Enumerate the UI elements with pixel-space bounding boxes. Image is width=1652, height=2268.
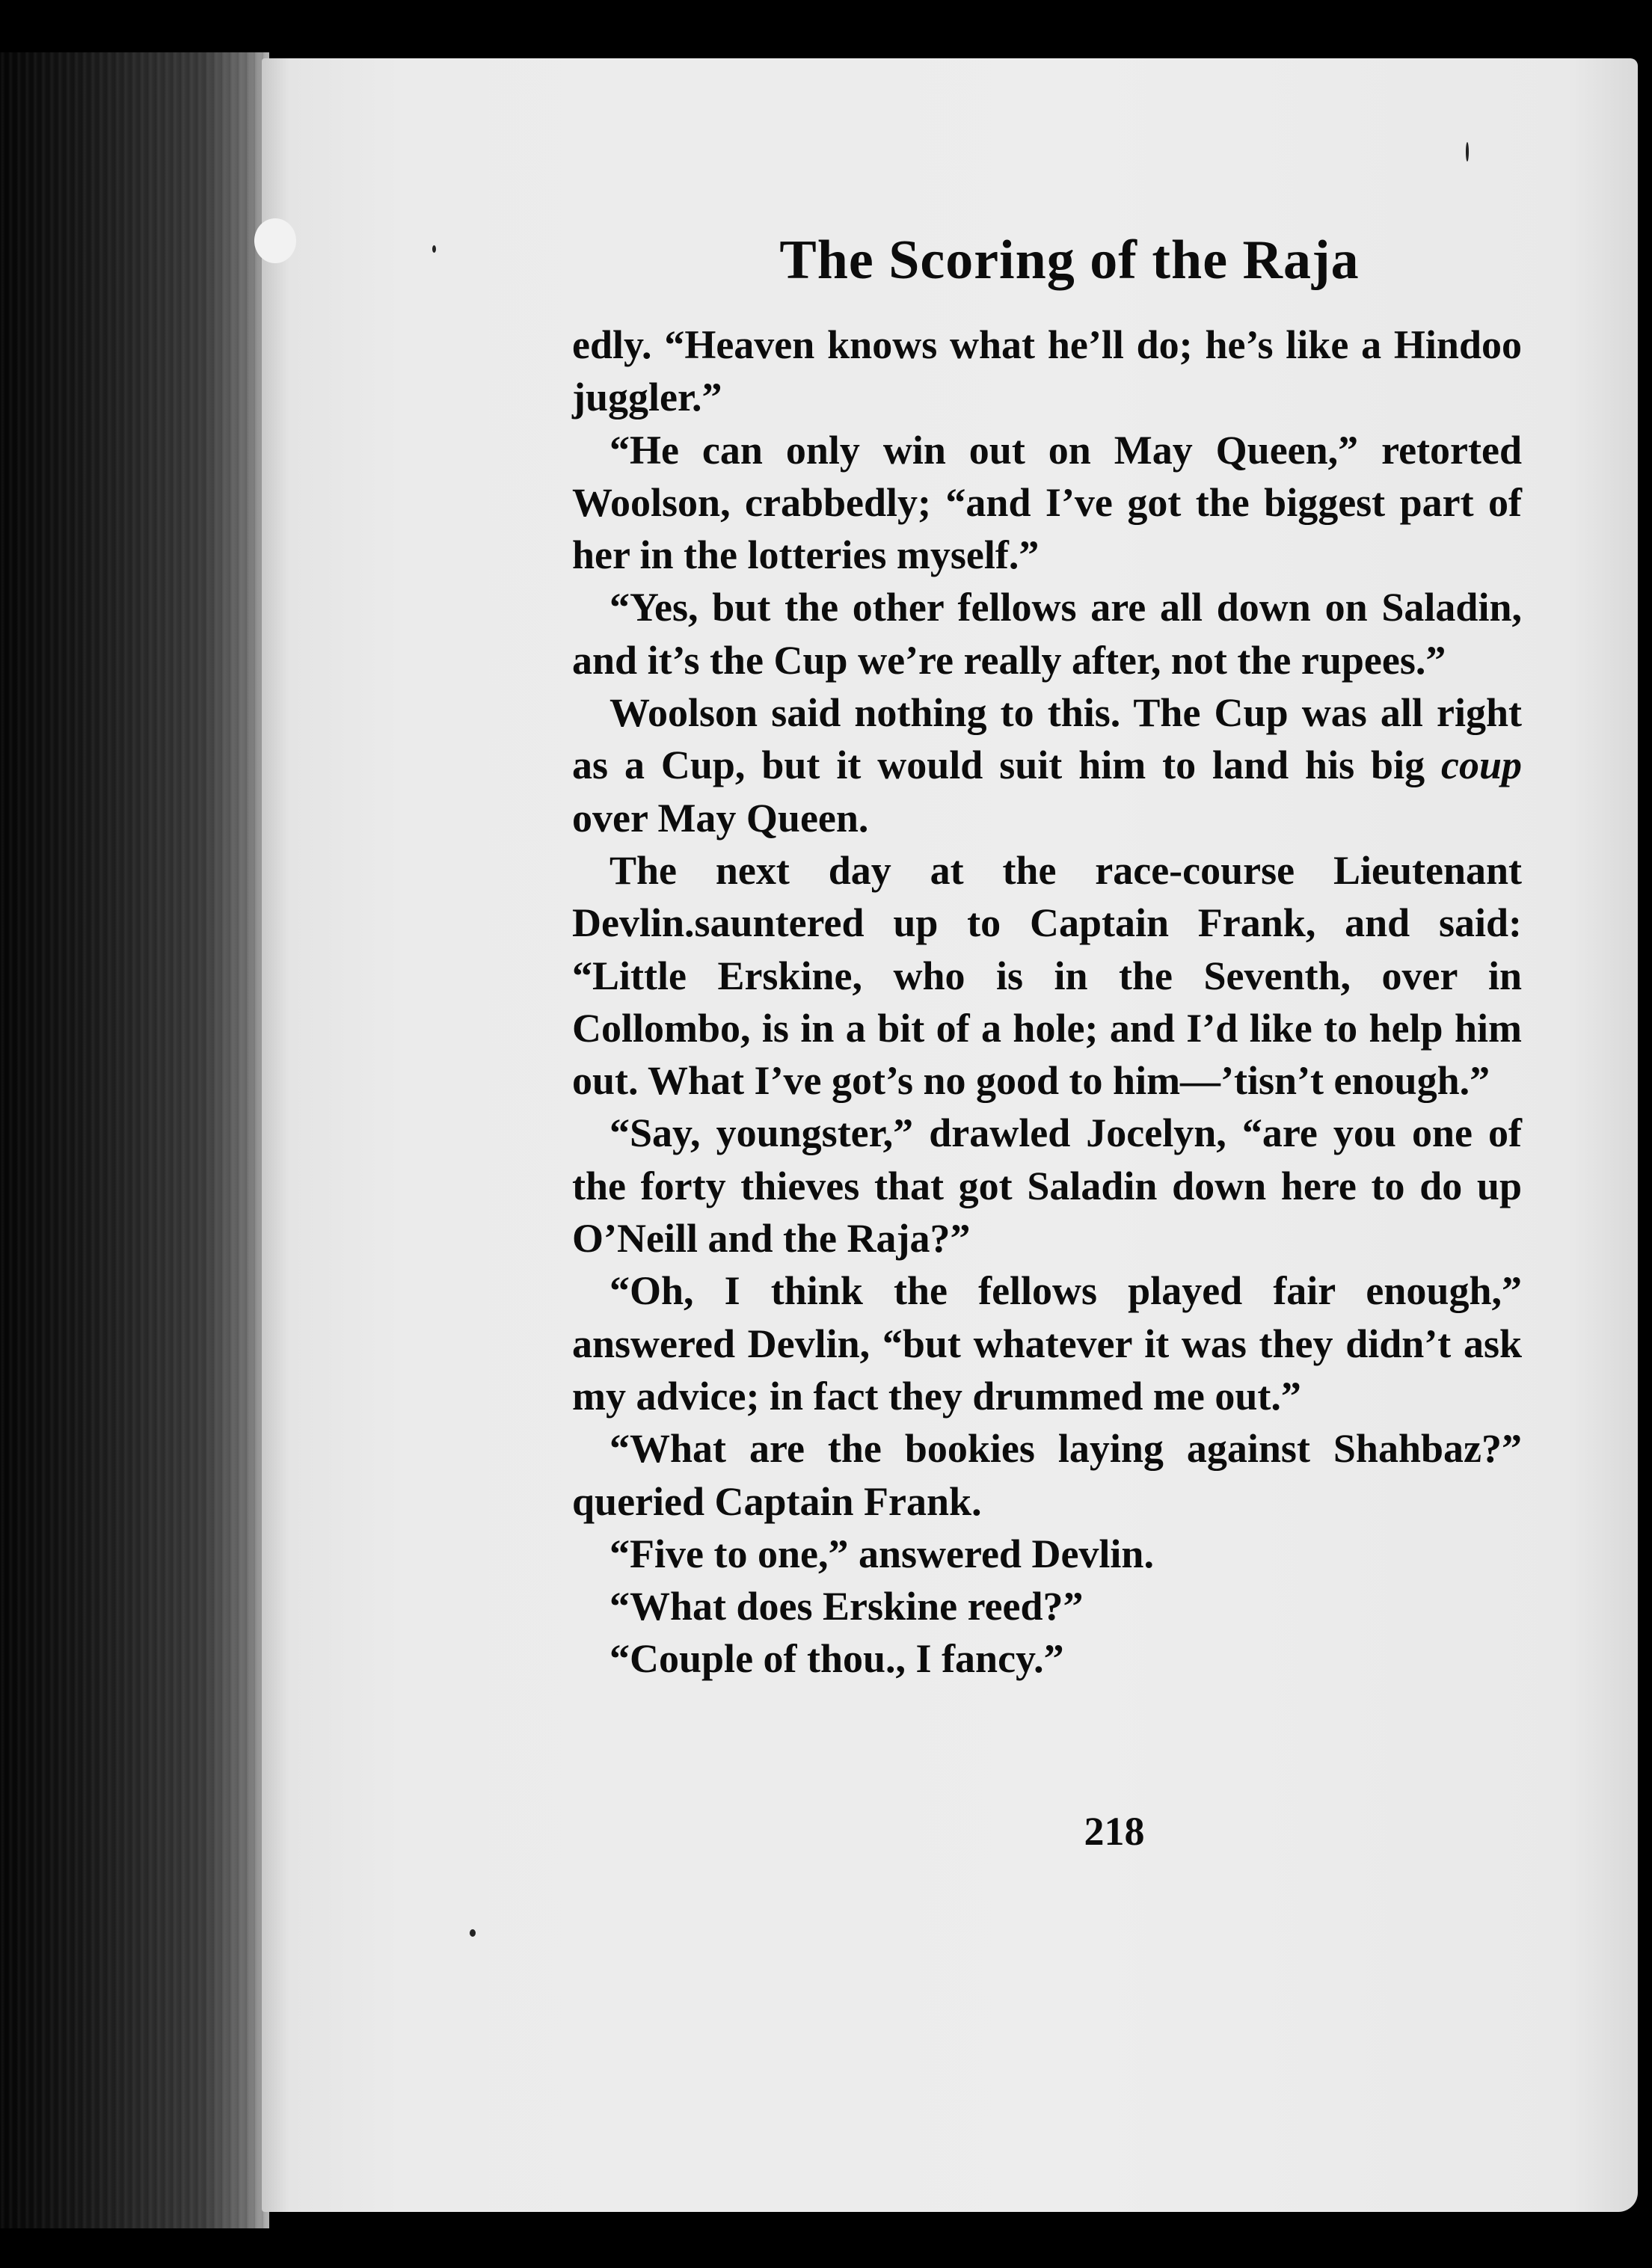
page-number: 218 [1084, 1809, 1145, 1854]
paragraph: “What are the bookies laying against Shahbaz?” queried Captain Frank. [572, 1426, 1522, 1524]
paragraph: “Yes, but the other fellows are all down on Saladin, and it’s the Cup we’re really after, not the rupees.” [572, 585, 1522, 683]
paragraph: “Say, youngster,” drawled Jocelyn, “are you one of the forty thieves that got Saladin down here to do up O’Neill and the Raja?” [572, 1110, 1522, 1261]
ink-speck [432, 245, 436, 253]
book-spine [0, 52, 269, 2228]
ink-speck [1466, 142, 1469, 162]
running-head: The Scoring of the Raja [779, 230, 1360, 291]
punch-hole-mark [254, 218, 296, 263]
italic-word: coup [1441, 743, 1522, 788]
paragraph: edly. “Heaven knows what he’ll do; he’s like a Hindoo juggler.” [572, 322, 1522, 420]
paragraph [572, 686, 1522, 844]
paragraph: “He can only win out on May Queen,” retorted Woolson, crabbedly; “and I’ve got the biggest part of her in the lotteries myself.” [572, 427, 1522, 578]
paragraph: The next day at the race-course Lieutenant Devlin.sauntered up to Captain Frank, and said: “Little Erskine, who is in the Seventh, over in Collombo, is in a bit of a hole; and I’d like to help him out. What I’ve got’s no good to him—’tisn’t enough.” [572, 847, 1522, 1104]
body-text [572, 319, 1522, 1685]
paragraph-text: Woolson said nothing to this. The Cup was all right as a Cup, but it would suit him to land his big [572, 690, 1522, 788]
paragraph: “Couple of thou., I fancy.” [609, 1636, 1064, 1682]
paragraph-text: over May Queen. [572, 795, 869, 840]
ink-speck [470, 1929, 476, 1937]
page-text-block [572, 224, 1522, 1685]
paragraph: “Oh, I think the fellows played fair enough,” answered Devlin, “but whatever it was they didn’t ask my advice; in fact they drummed me out.” [572, 1268, 1522, 1419]
paragraph: “What does Erskine reed?” [609, 1584, 1084, 1629]
paragraph: “Five to one,” answered Devlin. [609, 1531, 1154, 1576]
